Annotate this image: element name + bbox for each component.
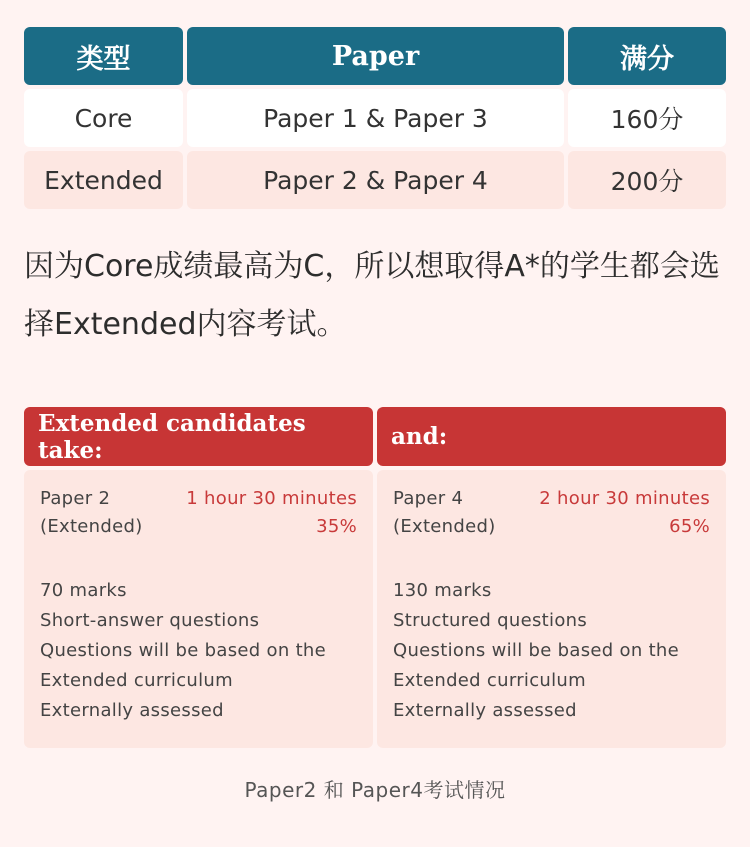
panel-body (24, 470, 373, 748)
paper-details (40, 576, 357, 726)
detail-line: Questions will be based on the (40, 640, 327, 661)
panel-paper-4 (377, 407, 726, 748)
detail-line: Structured questions (393, 610, 588, 631)
paper-duration: 2 hour 30 minutes (539, 488, 710, 509)
panel-paper-2 (24, 407, 373, 748)
panel-body (377, 470, 726, 748)
figure-caption: Paper2 和 Paper4考试情况 (244, 778, 506, 802)
table-row (24, 89, 726, 147)
panel-header: and: (377, 407, 726, 466)
detail-line: Extended curriculum (393, 670, 586, 691)
paper-name: Paper 4 (Extended) (393, 488, 496, 537)
panel-header: Extended candidates take: (24, 407, 373, 466)
row-paper: Paper 1 & Paper 3 (187, 89, 564, 147)
paper-summary (40, 485, 357, 541)
score-table (24, 27, 726, 213)
header-type: 类型 (24, 27, 183, 85)
detail-line: Extended curriculum (40, 670, 233, 691)
row-score: 160分 (568, 89, 726, 147)
row-score: 200分 (568, 151, 726, 209)
extended-panels (24, 407, 726, 748)
table-row (24, 151, 726, 209)
paper-duration: 1 hour 30 minutes (186, 488, 357, 509)
row-paper: Paper 2 & Paper 4 (187, 151, 564, 209)
header-paper: Paper (187, 27, 564, 85)
table-header-row (24, 27, 726, 85)
paper-details (393, 576, 710, 726)
row-type: Extended (24, 151, 183, 209)
paper-timing (539, 485, 710, 541)
paper-weight: 35% (316, 516, 357, 537)
paper-marks: 130 marks (393, 580, 492, 601)
paper-summary (393, 485, 710, 541)
paper-timing (186, 485, 357, 541)
detail-line: Short-answer questions (40, 610, 260, 631)
detail-line: Externally assessed (40, 700, 224, 721)
intro-paragraph: 因为Core成绩最高为C，所以想取得A*的学生都会选择Extended内容考试。 (24, 249, 720, 342)
paper-marks: 70 marks (40, 580, 127, 601)
detail-line: Externally assessed (393, 700, 577, 721)
paper-name: Paper 2 (Extended) (40, 488, 143, 537)
header-score: 满分 (568, 27, 726, 85)
detail-line: Questions will be based on the (393, 640, 680, 661)
row-type: Core (24, 89, 183, 147)
paper-weight: 65% (669, 516, 710, 537)
